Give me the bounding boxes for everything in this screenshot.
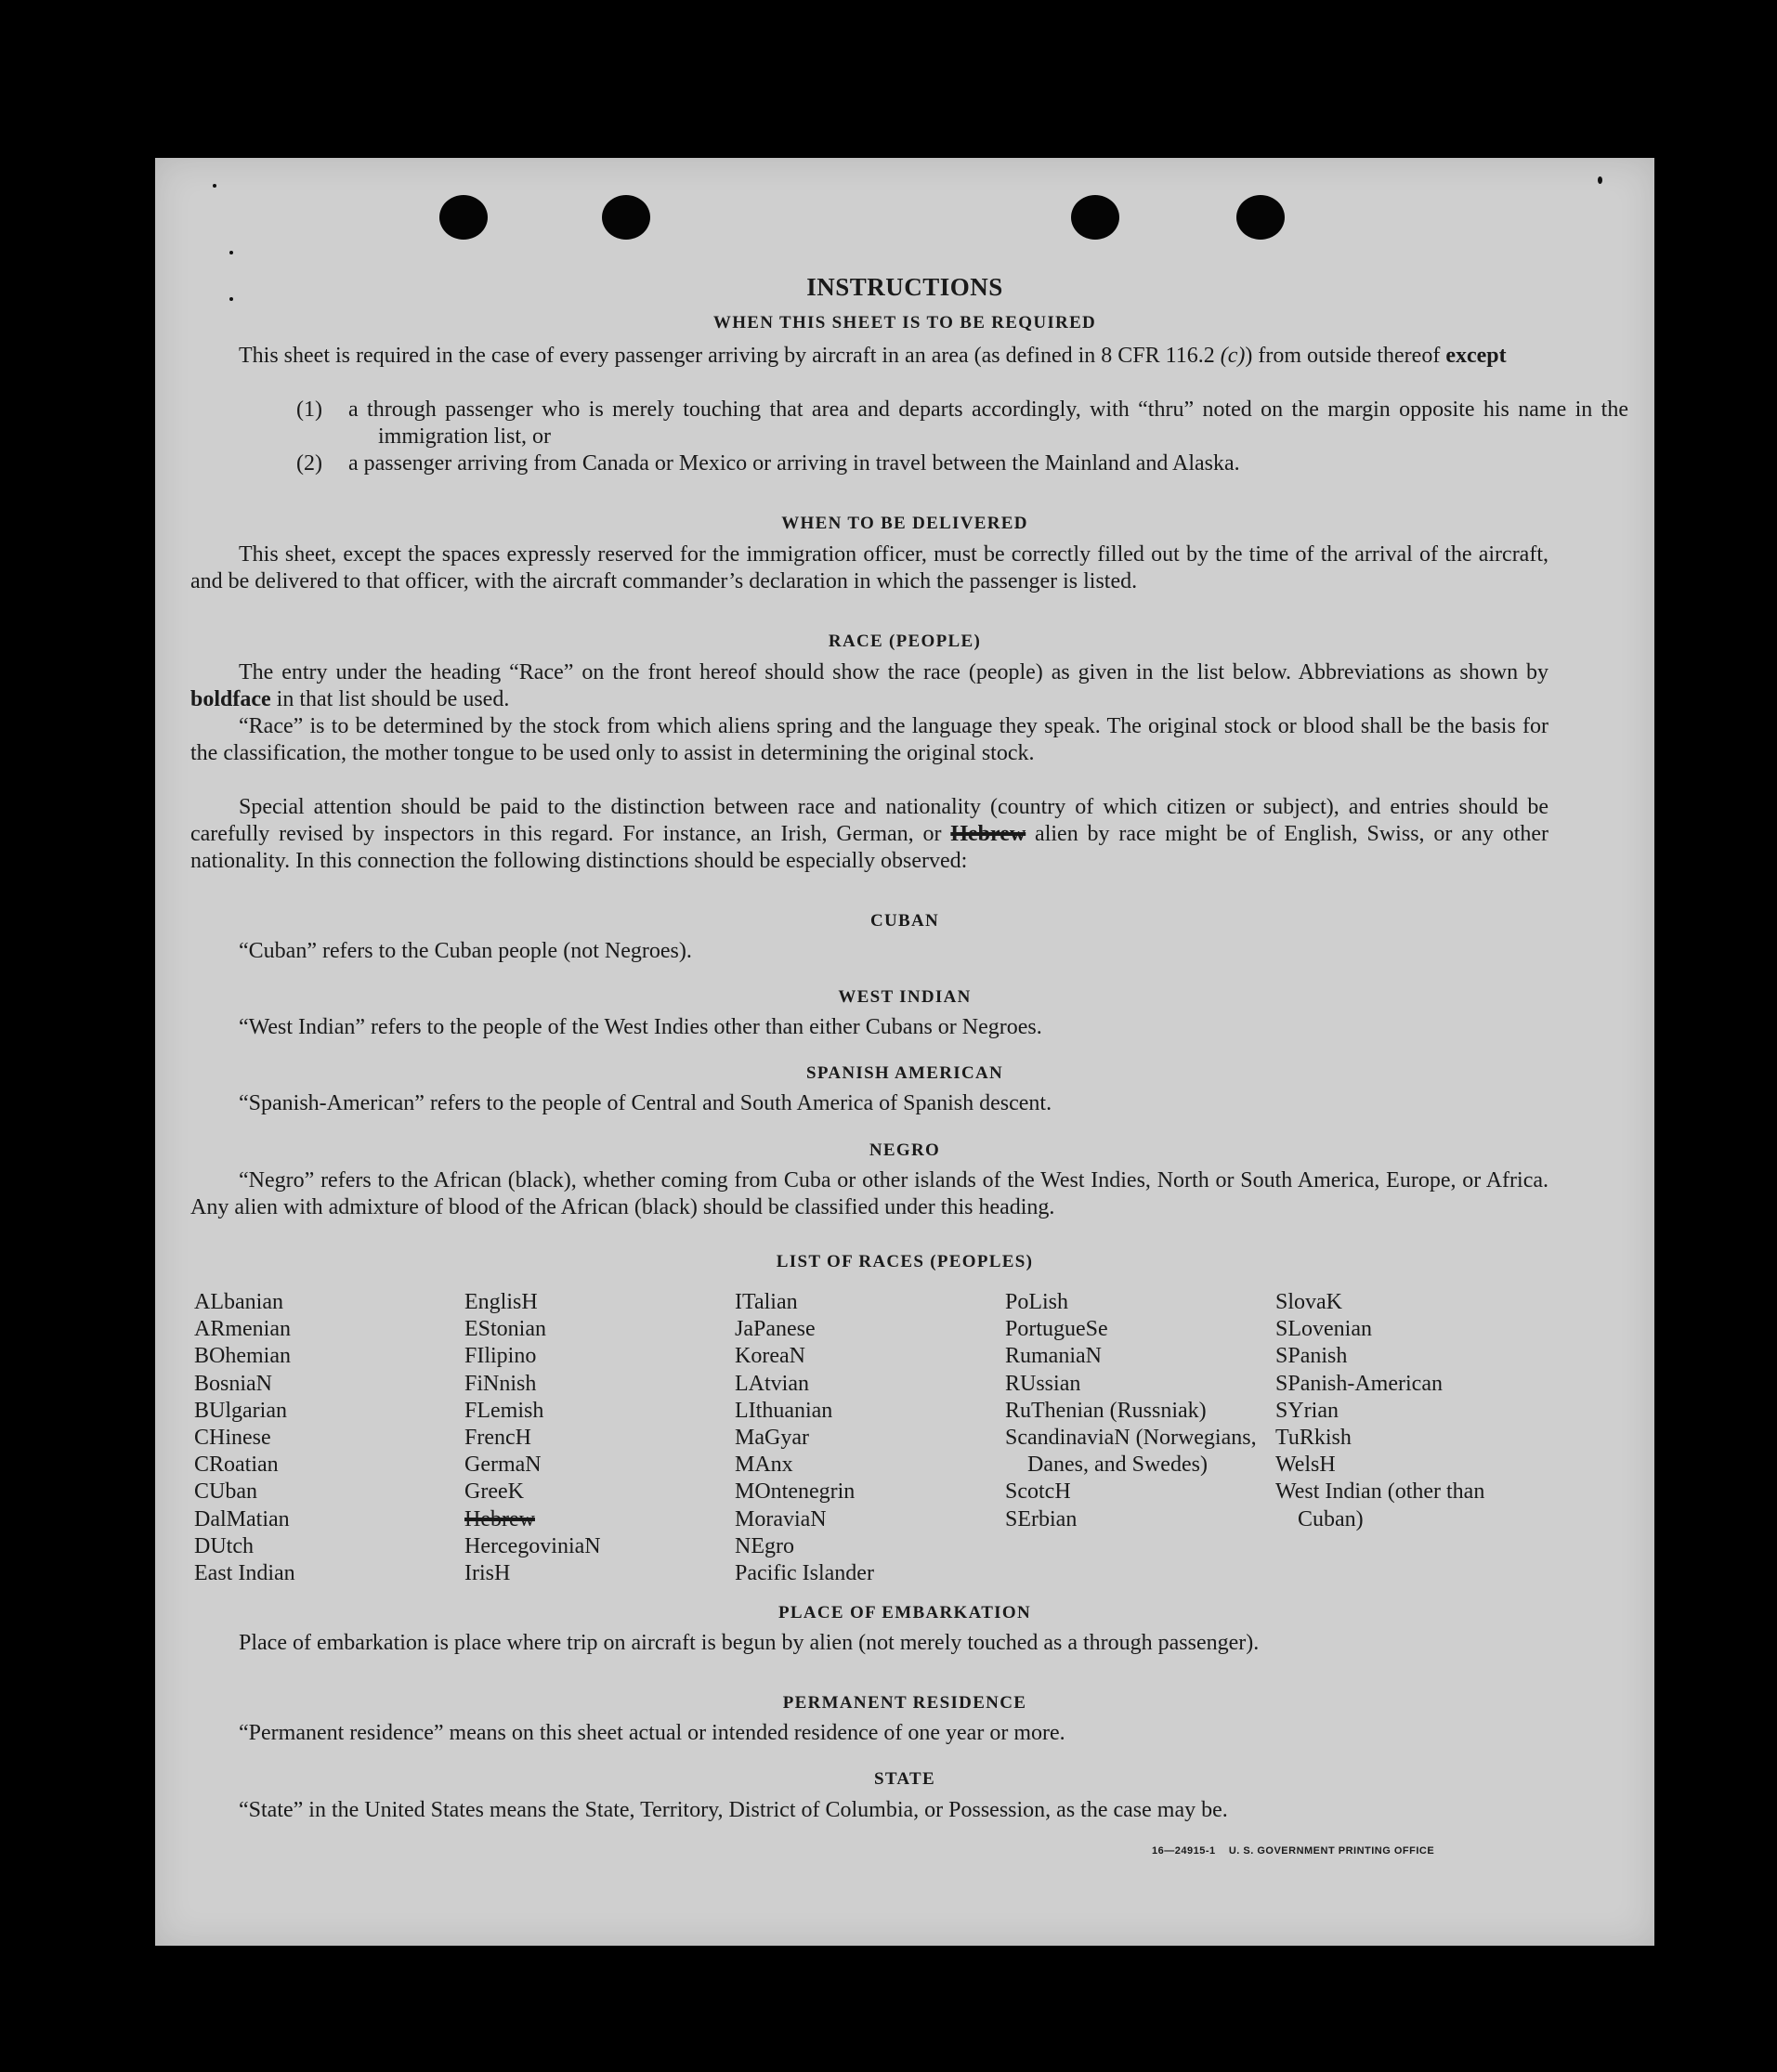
race-item: PortugueSe	[1005, 1317, 1108, 1342]
list-item-through-passenger: (1) a through passenger who is merely touching that area and departs accordingly, with “thru” noted on the margin opposite his name in the immigration list, or	[296, 397, 1628, 449]
paragraph-race-nationality: Special attention should be paid to the distinction between race and nationality (country of which citizen or subject), and entries should be carefully revised by inspectors in this regard. For instance, an Irish, German, or Hebrew alien by race might be of English, Swiss, or any other nationality. In this connection the following distinctions should be especially observed:	[190, 795, 1549, 873]
race-item: DalMatian	[194, 1506, 290, 1531]
form-footer	[1152, 1845, 1434, 1857]
document-sheet	[155, 158, 1654, 1946]
race-item: BUlgarian	[194, 1398, 287, 1423]
race-item: RUssian	[1005, 1371, 1081, 1396]
race-item: SErbian	[1005, 1506, 1078, 1531]
paragraph-negro: “Negro” refers to the African (black), whether coming from Cuba or other islands of the West Indies, North or South America, Europe, or Africa. Any alien with admixture of blood of the African (black) should be classified under this heading.	[190, 1168, 1548, 1219]
punch-hole	[1071, 195, 1119, 240]
race-item: KoreaN	[735, 1344, 805, 1369]
race-item: HercegoviniaN	[464, 1533, 601, 1558]
race-item: BOhemian	[194, 1344, 291, 1369]
race-item: MoraviaN	[735, 1506, 827, 1531]
scan-speck	[229, 251, 233, 254]
printer-credit: U. S. GOVERNMENT PRINTING OFFICE	[1228, 1845, 1435, 1857]
heading-state: STATE	[874, 1769, 935, 1789]
race-item: MAnx	[735, 1453, 793, 1478]
race-item: BosniaN	[194, 1371, 272, 1396]
paragraph-race-entry: The entry under the heading “Race” on the front hereof should show the race (people) as given in the list below. Abbreviations as shown by boldface in that list should be used.	[190, 660, 1548, 711]
race-item: SLovenian	[1275, 1317, 1372, 1342]
race-item: TuRkish	[1275, 1426, 1352, 1451]
race-item: LIthuanian	[735, 1398, 833, 1423]
race-item: WelsH	[1275, 1453, 1336, 1478]
race-item: FIlipino	[464, 1344, 537, 1369]
heading-spanish-american: SPANISH AMERICAN	[805, 1063, 1004, 1083]
race-item: SPanish-American	[1275, 1371, 1443, 1396]
race-item: DUtch	[194, 1533, 254, 1558]
race-column	[464, 1289, 735, 1587]
race-item: IrisH	[464, 1561, 511, 1586]
race-column	[194, 1289, 464, 1587]
paragraph-west-indian: “West Indian” refers to the people of the West Indies other than either Cubans or Negroes.	[239, 1015, 1042, 1039]
race-item: GreeK	[464, 1479, 524, 1505]
race-item: Pacific Islander	[735, 1561, 874, 1586]
race-item: CRoatian	[194, 1453, 279, 1478]
heading-embarkation: PLACE OF EMBARKATION	[778, 1603, 1031, 1622]
paragraph-race-determination: “Race” is to be determined by the stock from which aliens spring and the language they speak. The original stock or blood shall be the basis for the classification, the mother tongue to be used only to assist in determining the original stock.	[190, 714, 1548, 765]
list-item-canada-mexico: (2) a passenger arriving from Canada or Mexico or arriving in travel between the Mainland and Alaska.	[296, 451, 1240, 476]
page-title: INSTRUCTIONS	[806, 273, 1003, 301]
punch-hole	[439, 195, 488, 240]
heading-delivered: WHEN TO BE DELIVERED	[781, 514, 1028, 533]
paragraph-state: “State” in the United States means the State, Territory, District of Columbia, or Possession, as the case may be.	[239, 1798, 1228, 1822]
race-item: MOntenegrin	[735, 1479, 856, 1505]
paragraph-delivered: This sheet, except the spaces expressly reserved for the immigration officer, must be correctly filled out by the time of the arrival of the aircraft, and be delivered to that officer, with the aircraft commander’s declaration in which the passenger is listed.	[190, 542, 1548, 593]
paragraph-spanish-american: “Spanish-American” refers to the people of Central and South America of Spanish descent.	[239, 1091, 1052, 1115]
punch-hole	[602, 195, 650, 240]
race-item: LAtvian	[735, 1371, 809, 1396]
race-item: Hebrew	[464, 1506, 535, 1531]
race-item: FrencH	[464, 1426, 531, 1451]
struck-word: Hebrew	[950, 822, 1026, 846]
race-item: JaPanese	[735, 1317, 816, 1342]
scan-speck	[1598, 176, 1602, 184]
race-item: EnglisH	[464, 1290, 538, 1314]
race-item: FiNnish	[464, 1371, 537, 1396]
heading-west-indian: WEST INDIAN	[838, 987, 972, 1007]
race-item: CUban	[194, 1479, 257, 1505]
punch-hole	[1236, 195, 1285, 240]
race-item: CHinese	[194, 1426, 271, 1451]
paragraph-residence: “Permanent residence” means on this sheet actual or intended residence of one year or more.	[239, 1721, 1065, 1745]
paragraph-embarkation: Place of embarkation is place where trip on aircraft is begun by alien (not merely touched as a through passenger).	[239, 1631, 1260, 1655]
race-column	[735, 1289, 1005, 1587]
paragraph-required: This sheet is required in the case of every passenger arriving by aircraft in an area (as defined in 8 CFR 116.2 (c)) from outside thereof except	[239, 344, 1507, 368]
paragraph-cuban: “Cuban” refers to the Cuban people (not Negroes).	[239, 939, 692, 963]
scan-speck	[213, 184, 216, 188]
heading-required: WHEN THIS SHEET IS TO BE REQUIRED	[712, 313, 1097, 332]
form-code: 16—24915-1	[1152, 1845, 1216, 1857]
race-item: PoLish	[1005, 1290, 1069, 1314]
race-item: SPanish	[1275, 1344, 1348, 1369]
race-item: ARmenian	[194, 1317, 291, 1342]
race-item: SYrian	[1275, 1398, 1339, 1423]
heading-race: RACE (PEOPLE)	[828, 632, 982, 651]
race-item: ScandinaviaN (Norwegians, Danes, and Swedes)	[1005, 1426, 1257, 1478]
race-item: FLemish	[464, 1398, 544, 1423]
heading-residence: PERMANENT RESIDENCE	[782, 1693, 1027, 1713]
heading-list-of-races: LIST OF RACES (PEOPLES)	[776, 1252, 1034, 1271]
race-item: ALbanian	[194, 1290, 283, 1314]
race-item: GermaN	[464, 1453, 542, 1478]
heading-negro: NEGRO	[869, 1140, 941, 1160]
race-item: RuThenian (Russniak)	[1005, 1398, 1207, 1423]
race-item: MaGyar	[735, 1426, 809, 1451]
race-item: SlovaK	[1275, 1290, 1342, 1314]
race-item: ScotcH	[1005, 1479, 1071, 1505]
race-item: West Indian (other than Cuban)	[1275, 1479, 1485, 1531]
race-column	[1005, 1289, 1275, 1587]
races-list	[194, 1289, 1550, 1587]
race-item: ITalian	[735, 1290, 798, 1314]
race-column	[1275, 1289, 1546, 1587]
race-item: RumaniaN	[1005, 1344, 1102, 1369]
race-item: NEgro	[735, 1533, 794, 1558]
race-item: East Indian	[194, 1561, 295, 1586]
race-item: EStonian	[464, 1317, 546, 1342]
heading-cuban: CUBAN	[869, 911, 940, 931]
